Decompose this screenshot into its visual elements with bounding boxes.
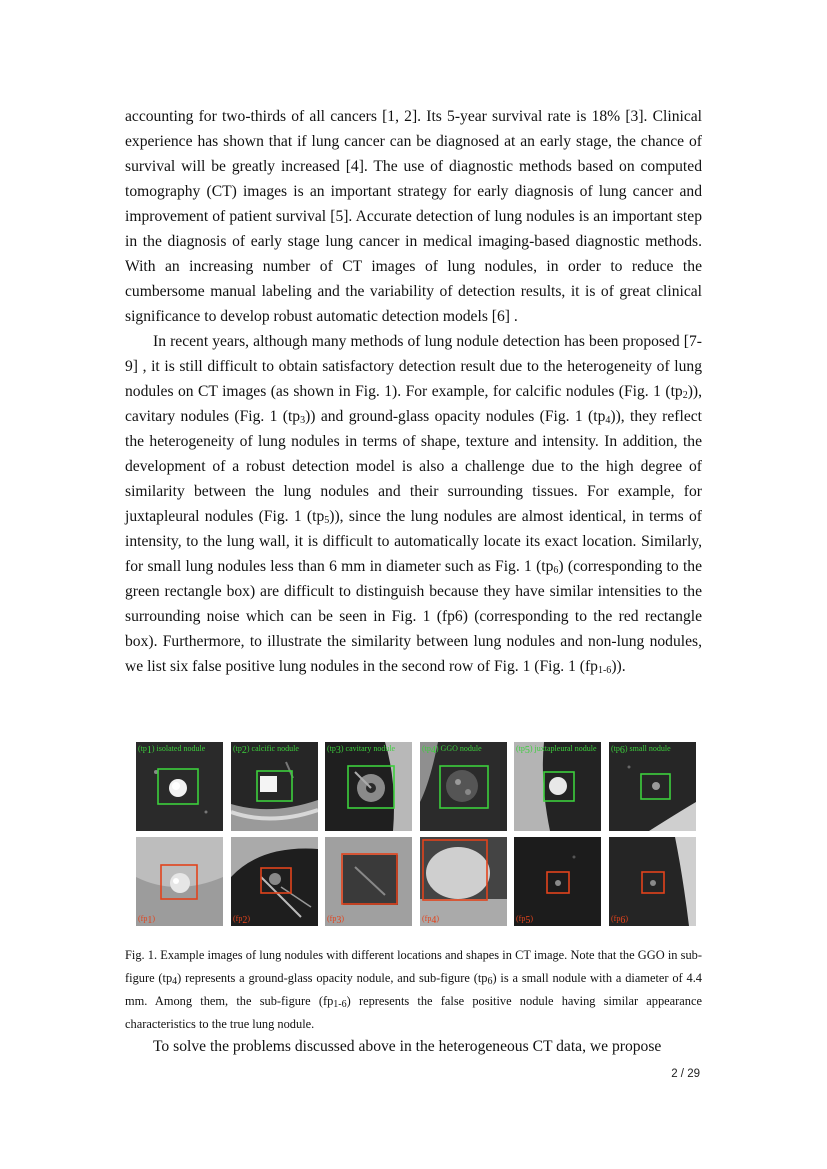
ct-panel-tp5	[514, 742, 601, 831]
ct-image-fp1	[136, 837, 223, 926]
ct-image-fp3	[325, 837, 412, 926]
paragraph-3-start: To solve the problems discussed above in the heterogeneous CT data, we propose	[153, 1038, 662, 1055]
tp-label-5: $(tp_5)$ juxtapleural nodule	[516, 744, 597, 756]
p2-text-b: )), cavitary nodules (Fig. 1 (tp	[125, 383, 702, 425]
caption-text-d: ) represents the false positive nodule having similar appearance characteristics to the true lung nodule.	[125, 994, 703, 1031]
ct-panel-fp2	[231, 837, 318, 926]
page-number: 2 / 29	[671, 1068, 700, 1080]
ct-panel-fp1	[136, 837, 223, 926]
paragraph-1: accounting for two-thirds of all cancers [1, 2]. Its 5-year survival rate is 18% [3]. Clinical experience has shown that if lung cancer can be diagnosed at an early stage, the chance of survival will be greatly increased [4]. The use of diagnostic methods based on computed tomography (CT) images is an important strategy for early diagnosis of lung cancer and improvement of patient survival [5]. Accurate detection of lung nodules is an important step in the diagnosis of early stage lung cancer in medical imaging-based diagnostic methods. With an increasing number of CT images of lung nodules, in order to reduce the cumbersome manual labeling and the variability of detection results, it is of great clinical significance to develop robust automatic detection models [6] .	[125, 108, 702, 325]
fp-label-4: $(fp_4)$	[422, 914, 439, 926]
caption-text-b: ) represents a ground-glass opacity nodule, and sub-figure (tp	[177, 971, 488, 985]
p2-sub-4: 5	[324, 515, 330, 526]
p2-sub-2: 3	[300, 415, 306, 426]
caption-sub-2: 6	[487, 976, 493, 987]
ct-panel-fp3	[325, 837, 412, 926]
ct-panel-fp6	[609, 837, 696, 926]
ct-image-fp5	[514, 837, 601, 926]
ct-panel-fp4	[420, 837, 507, 926]
body-text	[125, 104, 702, 679]
ct-panel-tp6	[609, 742, 696, 831]
figure-1	[136, 742, 702, 930]
ct-image-fp4	[420, 837, 507, 926]
ct-panel-tp2	[231, 742, 318, 831]
paragraph-2	[125, 329, 702, 679]
caption-sub-3: 1-6	[333, 999, 347, 1010]
ct-panel-fp5	[514, 837, 601, 926]
figure-caption	[125, 944, 702, 1036]
tp-label-1: $(tp_1)$ isolated nodule	[138, 744, 206, 756]
fp-label-5: $(fp_5)$	[516, 914, 533, 926]
p2-sub-3: 4	[605, 415, 611, 426]
p2-sub-6: 1-6	[597, 665, 612, 676]
p2-text-a: In recent years, although many methods of lung nodule detection has been proposed [7-9] , it is still difficult to obtain satisfactory detection result due to the heterogeneity of lung nodules on CT images (as shown in Fig. 1). For example, for calcific nodules (Fig. 1 (tp	[125, 333, 702, 400]
ct-image-fp6	[609, 837, 696, 926]
ct-panel-tp4	[420, 742, 507, 831]
caption-sub-1: 4	[172, 976, 178, 987]
fp-label-1: $(fp_1)$	[138, 914, 155, 926]
p2-sub-5: 6	[553, 565, 559, 576]
p2-text-f: ) (corresponding to the green rectangle box) are difficult to distinguish because they have similar intensities to the surrounding noise which can be seen in Fig. 1 (fp6) (corresponding to the red rectangle box). Furthermore, to illustrate the similarity between lung nodules and non-lung nodules, we list six false positive lung nodules in the second row of Fig. 1 (Fig. 1 (fp	[125, 558, 703, 675]
fp-label-2: $(fp_2)$	[233, 914, 250, 926]
caption-text-a: Fig. 1. Example images of lung nodules with different locations and shapes in CT image. Note that the GGO in sub-figure (tp	[125, 948, 702, 985]
tp-label-2: $(tp_2)$ calcific nodule	[233, 744, 299, 756]
p2-text-g: )).	[611, 658, 626, 675]
caption-text-c: ) is a small nodule with a diameter of 4.4 mm. Among them, the sub-figure (fp	[125, 971, 702, 1008]
p2-sub-1: 2	[682, 390, 688, 401]
ct-image-fp2	[231, 837, 318, 926]
fp-label-6: $(fp_6)$	[611, 914, 628, 926]
p2-text-d: )), they reflect the heterogeneity of lung nodules in terms of shape, texture and intensity. In addition, the development of a robust detection model is also a challenge due to the high degree of similarity between the lung nodules and their surrounding tissues. For example, for juxtapleural nodules (Fig. 1 (tp	[125, 408, 703, 525]
p2-text-c: )) and ground-glass opacity nodules (Fig. 1 (tp	[305, 408, 606, 425]
fp-label-3: $(fp_3)$	[327, 914, 344, 926]
ct-panel-tp3	[325, 742, 412, 831]
tp-label-3: $(tp_3)$ cavitary nodule	[327, 744, 396, 756]
ct-panel-tp1	[136, 742, 223, 831]
p2-text-e: )), since the lung nodules are almost identical, in terms of intensity, to the lung wall, it is difficult to automatically locate its exact location. Similarly, for small lung nodules less than 6 mm in diameter such as Fig. 1 (tp	[125, 508, 702, 575]
tp-label-6: $(tp_6)$ small nodule	[611, 744, 671, 756]
tp-label-4: $(tp_4)$ GGO nodule	[422, 744, 482, 756]
